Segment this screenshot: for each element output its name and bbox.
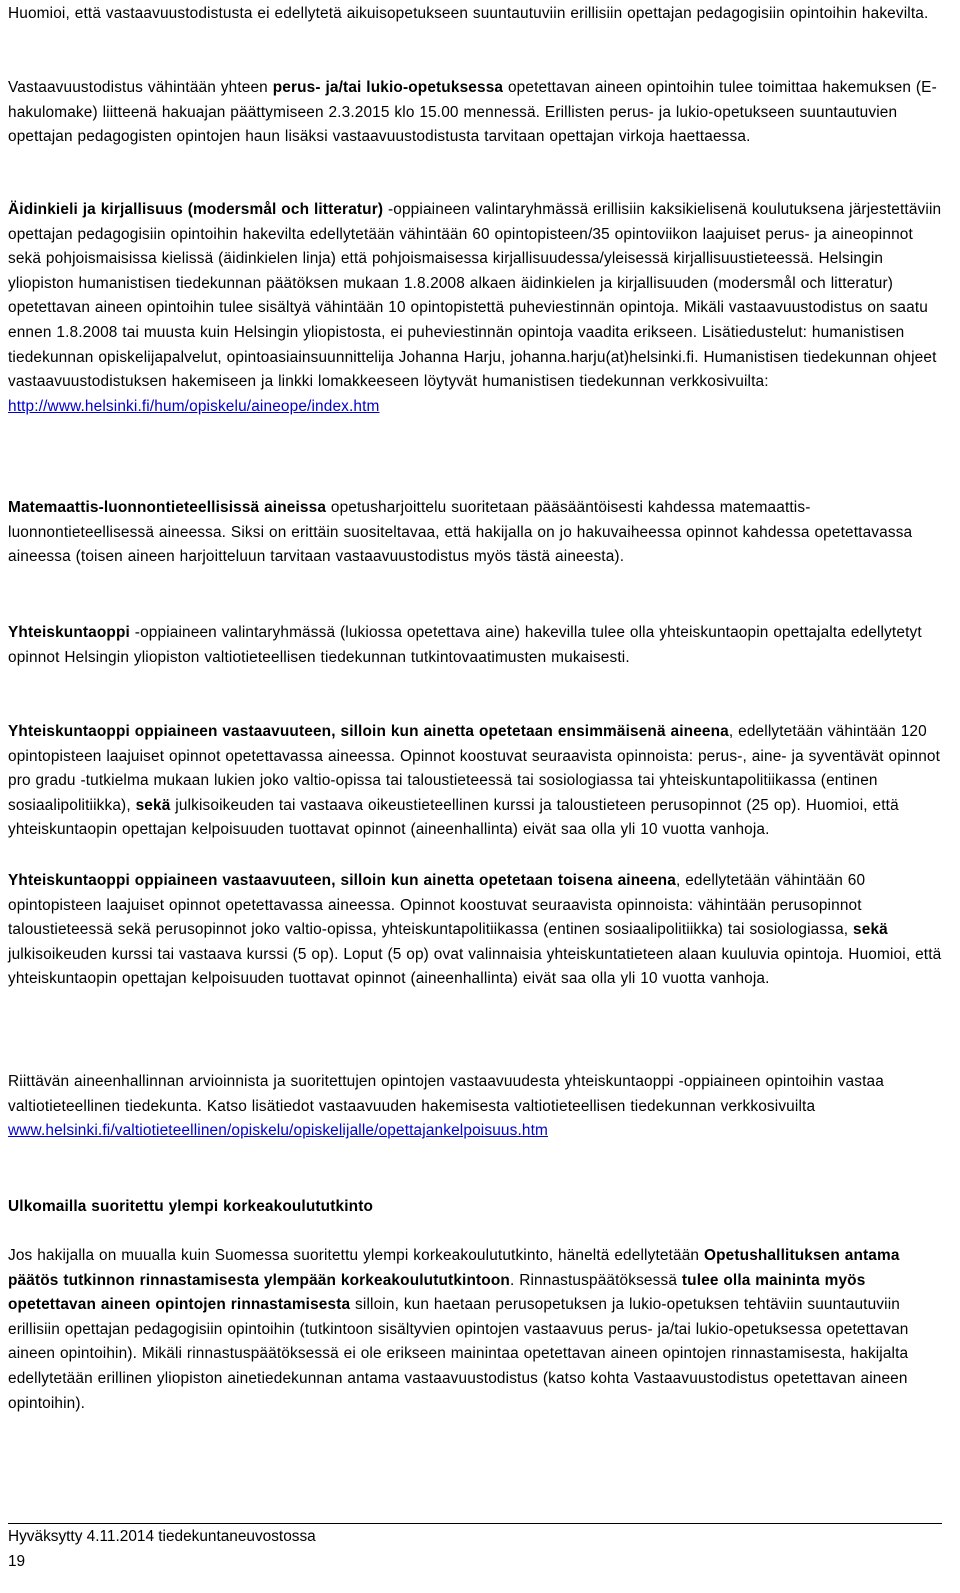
- abroad-bold-1: Opetushallituksen antama päätös tutkinnon rinnastamisesta ylempään korkeakoulututkintoon: [8, 1247, 900, 1289]
- political-science-link[interactable]: www.helsinki.fi/valtiotieteellinen/opiskelu/opiskelijalle/opettajankelpoisuus.htm: [8, 1122, 548, 1140]
- abroad-text-3: silloin, kun haetaan perusopetuksen ja lukio-opetuksen tehtäviin suuntautuviin erillisiin opettajan pedagogisiin opintoihin (tutkintoon sisältyvien opintojen vastaavuus perus- ja/tai lukio-opetuksessa opetettavan aineen opintoihin). Mikäli rinnastuspäätöksessä ei ole erikseen mainintaa opetettavan aineen opintojen rinnastamisesta, hakijalta edellytetään erillinen yliopiston ainetiedekunnan antama vastaavuustodistus (katso kohta Vastaavuustodistus opetettavan aineen opintoihin).: [8, 1296, 909, 1412]
- page-number: 19: [8, 1553, 26, 1570]
- certificate-text-2: opetettavan aineen opintoihin tulee toimittaa hakemuksen (E-hakulomake) liitteenä hakuajan päättymiseen 2.3.2015 klo 15.00 mennessä. Erillisten perus- ja lukio-opetukseen suuntautuvien opettajan pedagogisten opintojen haun lisäksi vastaavuustodistusta tarvitaan opettajan virkoja haettaessa.: [8, 79, 937, 146]
- humanities-link[interactable]: http://www.helsinki.fi/hum/opiskelu/aineope/index.htm: [8, 397, 380, 415]
- social-second-text-1: , edellytetään vähintään 60 opintopisteen laajuiset opinnot opetettavassa aineessa. Opinnot koostuvat seuraavista opinnoista: vähintään perusopinnot taloustieteessä sekä perusopinnot joko valtio-opissa, yhteiskuntapolitiikassa (entinen sosiaalipolitiikka) tai sosiologiassa,: [8, 872, 866, 939]
- abroad-paragraph: [8, 1244, 946, 1416]
- social-first-bold-1: Yhteiskuntaoppi oppiaineen vastaavuuteen, silloin kun ainetta opetetaan ensimmäisenä aineena: [8, 723, 729, 740]
- math-bold-1: Matemaattis-luonnontieteellisissä aineissa: [8, 499, 327, 516]
- social-text-1: -oppiaineen valintaryhmässä (lukiossa opetettava aine) hakevilla tulee olla yhteiskuntaopin opettajalta edellytetyt opinnot Helsingin yliopiston valtiotieteellisen tiedekunnan tutkintovaatimusten mukaisesti.: [8, 624, 922, 666]
- social-first-subject-paragraph: [8, 720, 946, 843]
- mother-tongue-paragraph: [8, 198, 946, 419]
- sufficiency-text-1: Riittävän aineenhallinnan arvioinnista ja suoritettujen opintojen vastaavuudesta yhteiskuntaoppi -oppiaineen opintoihin vastaa valtiotieteellinen tiedekunta. Katso lisätiedot vastaavuuden hakemisesta valtiotieteellisen tiedekunnan verkkosivuilta: [8, 1073, 884, 1115]
- social-first-bold-2: sekä: [135, 796, 171, 814]
- mother-tongue-bold-1: Äidinkieli ja kirjallisuus (modersmål och litteratur): [8, 201, 384, 218]
- footer-approved-text: Hyväksytty 4.11.2014 tiedekuntaneuvostossa: [8, 1528, 316, 1545]
- social-bold-1: Yhteiskuntaoppi: [8, 624, 130, 641]
- social-first-text-2: julkisoikeuden tai vastaava oikeustieteellinen kurssi ja taloustieteen perusopinnot (25 op). Huomioi, että yhteiskuntaopin opettajan kelpoisuuden tuottavat opinnot (aineenhallinta) eivät saa olla yli 10 vuotta vanhoja.: [8, 796, 899, 839]
- certificate-paragraph: [8, 76, 946, 150]
- abroad-text-1: Jos hakijalla on muualla kuin Suomessa suoritettu ylempi korkeakoulututkinto, häneltä edellytetään: [8, 1247, 704, 1264]
- intro-paragraph: [8, 2, 946, 27]
- abroad-bold-2: tulee olla maininta myös opetettavan aineen opintojen rinnastamisesta: [8, 1271, 866, 1314]
- mother-tongue-text-1: -oppiaineen valintaryhmässä erillisiin kaksikielisenä koulutuksena järjestettäviin opettajan pedagogisiin opintoihin hakevilta edellytetään vähintään 60 opintopisteen/35 opintoviikon laajuiset perus- ja aineopinnot sekä pohjoismaisissa kielissä (äidinkielen linja) että pohjoismaisessa kirjallisuudessa/yleisessä kirjallisuustieteessä. Helsingin yliopiston humanistisen tiedekunnan päätöksen mukaan 1.8.2008 alkaen äidinkielen ja kirjallisuuden (modersmål och litteratur) opetettavan aineen opintoihin tulee sisältyä vähintään 10 opintopistettä puheviestinnän opintoja. Mikäli vastaavuustodistus on saatu ennen 1.8.2008 tai muusta kuin Helsingin yliopistosta, ei puheviestinnän opintoja vaadita erikseen. Lisätiedustelut: humanistisen tiedekunnan opiskelijapalvelut, opintoasiainsuunnittelija Johanna Harju, johanna.harju(at)helsinki.fi. Humanistisen tiedekunnan ohjeet vastaavuustodistuksen hakemiseen ja linkki lomakkeeseen löytyvät humanistisen tiedekunnan verkkosivuilta:: [8, 201, 942, 391]
- intro-text: Huomioi, että vastaavuustodistusta ei edellytetä aikuisopetukseen suuntautuviin erillisiin opettajan pedagogisiin opintoihin hakevilta.: [8, 5, 929, 22]
- certificate-text-1: Vastaavuustodistus vähintään yhteen: [8, 79, 273, 96]
- footer-divider: [8, 1523, 942, 1524]
- social-second-bold-2: sekä: [853, 921, 888, 939]
- math-text-1: opetusharjoittelu suoritetaan pääsääntöisesti kahdessa matemaattis-luonnontieteellisessä aineessa. Siksi on erittäin suositeltavaa, että hakijalla on jo hakuvaiheessa opinnot kahdessa opetettavassa aineessa (toisen aineen harjoitteluun tarvitaan vastaavuustodistus myös tästä aineesta).: [8, 499, 913, 566]
- abroad-heading: Ulkomailla suoritettu ylempi korkeakoulututkinto: [8, 1198, 374, 1215]
- math-paragraph: [8, 496, 946, 570]
- abroad-text-2: . Rinnastuspäätöksessä: [509, 1271, 682, 1289]
- social-second-text-2: julkisoikeuden kurssi tai vastaava kurssi (5 op). Loput (5 op) ovat valinnaisia yhteiskuntatieteen alaan kuuluvia opintoja. Huomioi, että yhteiskuntaopin opettajan kelpoisuuden tuottavat opinnot (aineenhallinta) eivät saa olla yli 10 vuotta vanhoja.: [8, 945, 942, 988]
- certificate-bold-1: perus- ja/tai lukio-opetuksessa: [272, 79, 504, 96]
- social-studies-paragraph: [8, 621, 946, 670]
- social-first-text-1: , edellytetään vähintään 120 opintopisteen laajuiset opinnot opetettavassa aineessa. Opinnot koostuvat seuraavista opinnoista: perus-, aine- ja syventävät opinnot pro gradu -tutkielma mukaan lukien joko valtio-opissa tai taloustieteessä tai sosiologiassa tai yhteiskuntapolitiikassa (entinen sosiaalipolitiikka),: [8, 723, 941, 814]
- social-second-subject-paragraph: [8, 869, 946, 992]
- social-second-bold-1: Yhteiskuntaoppi oppiaineen vastaavuuteen, silloin kun ainetta opetetaan toisena aineena: [8, 872, 676, 889]
- sufficiency-paragraph: [8, 1070, 946, 1144]
